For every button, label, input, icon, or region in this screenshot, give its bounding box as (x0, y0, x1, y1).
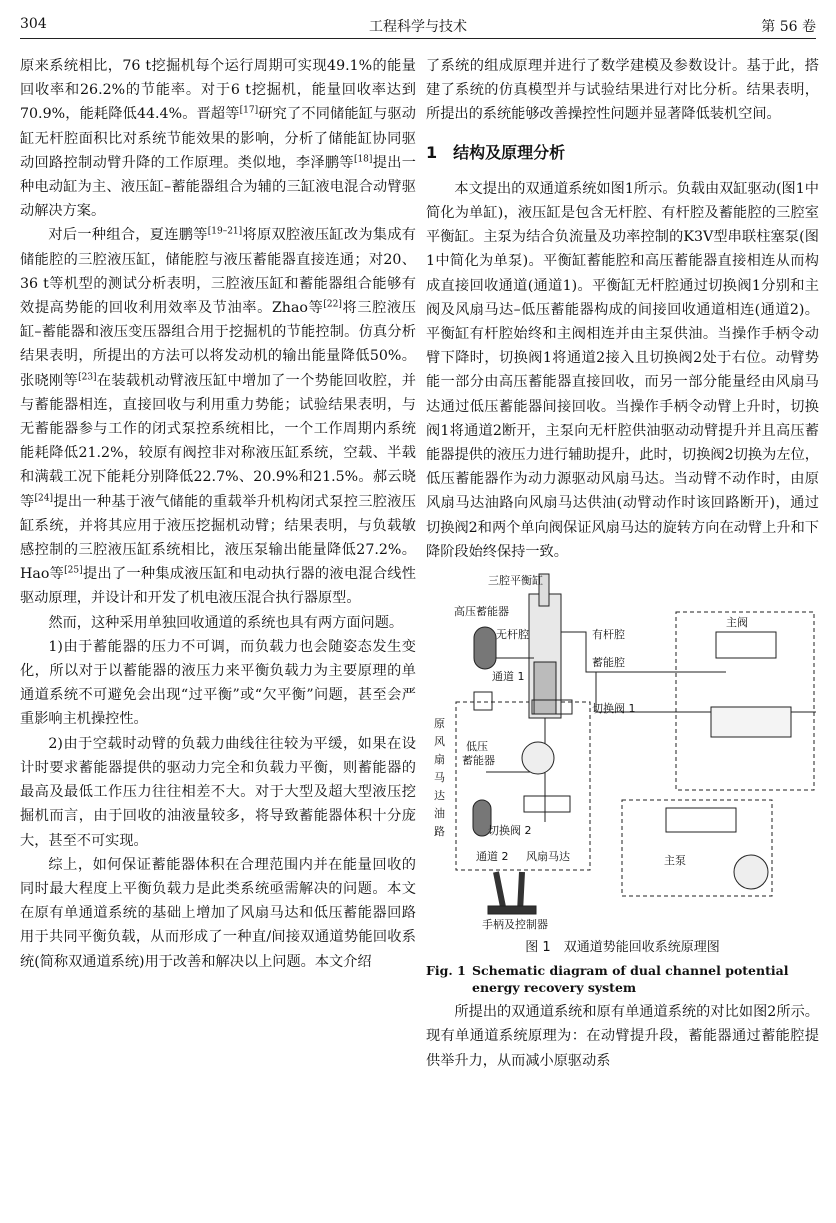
volume-label: 第 56 卷 (761, 19, 816, 35)
label-rodless: 无杆腔 (496, 628, 529, 642)
svg-text:马: 马 (434, 771, 445, 785)
paragraph: 2)由于空载时动臂的负载力曲线往往较为平缓，如果在设计时要求蓄能器提供的驱动力完全和负载力平衡，则蓄能器的最高及最低工作压力往往相差不大。对于大型及超大型液压挖掘机而言，由于回收的油液量较多，将导致蓄能器体积十分庞大，甚至不可实现。 (20, 735, 416, 849)
label-main-valve: 主阀 (726, 616, 748, 630)
label-channel2: 通道 2 (476, 850, 509, 864)
citation: [18] (353, 154, 373, 165)
label-acc-chamber: 蓄能腔 (592, 656, 625, 670)
joystick-base (488, 906, 536, 914)
svg-text:路: 路 (434, 825, 445, 839)
citation: [24] (34, 492, 54, 503)
label-switch1: 切换阀 1 (592, 702, 636, 716)
page-number: 304 (20, 16, 47, 32)
figure-caption-label: Fig. 1 (426, 963, 466, 979)
label-channel1: 通道 1 (492, 670, 525, 684)
page-header (20, 8, 816, 39)
accumulator-chamber (534, 662, 556, 714)
paragraph: 原来系统相比，76 t挖掘机每个运行周期可实现49.1%的能量回收率和26.2%的节能率。对于6 t挖掘机，能量回收率达到70.9%，能耗降低44.4%。晋超等[17]研究了不同储能缸与驱动缸无杆腔面积比对系统节能效果的影响，分析了储能缸协同驱动回路控制动臂升降的工作原理。类似地，李泽鹏等[18]提出一种电动缸为主、液压缸–蓄能器组合为辅的三缸液电混合动臂驱动解决方案。 (20, 58, 416, 220)
paragraph: 了系统的组成原理并进行了数学建模及参数设计。基于此，搭建了系统的仿真模型并与试验结果进行对比分析。结果表明，所提出的系统能够改善操控性问题并显著降低装机空间。 (426, 58, 819, 123)
fan-circuit-box (456, 702, 590, 870)
figure-caption-en: Fig. 1 Schematic diagram of dual channel potential energy recovery system (426, 963, 789, 996)
main-valve-box (676, 612, 814, 790)
label-cylinder: 三腔平衡缸 (488, 574, 543, 588)
svg-text:达: 达 (434, 789, 445, 803)
label-rod: 有杆腔 (592, 628, 625, 642)
paragraph: 对后一种组合，夏连鹏等[19–21]将原双腔液压缸改为集成有储能腔的三腔液压缸，储能腔与液压蓄能器直接连通；对20、36 t等机型的测试分析表明，三腔液压缸和蓄能器组合能够有效提高势能的回收利用效率及节油率。Zhao等[22]将三腔液压缸–蓄能器和液压变压器组合用于挖掘机的节能控制。仿真分析结果表明，所提出的方法可以将发动机的输出能量降低50%。张晓刚等[23]在装载机动臂液压缸中增加了一个势能回收腔，并与蓄能器相连，直接回收与利用重力势能；试验结果表明，与无蓄能器参与工作的闭式泵控系统相比，一个工作周期内系统能耗降低21.2%，较原有阀控非对称液压缸系统，空载、半载和满载工况下能耗分别降低22.7%、20.9%和21.5%。郝云晓等[24]提出一种基于液气储能的重载举升机构闭式泵控三腔液压缸系统，并将其应用于液压挖掘机动臂；结果表明，与负载敏感控制的三腔液压缸系统相比，液压泵输出能量降低27.2%。Hao等[25]提出了一种集成液压缸和电动执行器的液电混合线性驱动原理，并设计和开发了机电液压混合执行器原型。 (20, 226, 416, 607)
paragraph: 所提出的双通道系统和原有单通道系统的对比如图2所示。现有单通道系统原理为：在动臂提升段，蓄能器通过蓄能腔提供举升力，从而减小原驱动系 (426, 1004, 819, 1069)
figure-caption-zh: 图 1 双通道势能回收系统原理图 (525, 940, 720, 956)
citation: [22] (323, 299, 342, 310)
paragraph: 本文提出的双通道系统如图1所示。负载由双缸驱动(图1中简化为单缸)，液压缸是包含无杆腔、有杆腔及蓄能腔的三腔室平衡缸。主泵为结合负流量及功率控制的K3V型串联柱塞泵(图1中简化为单泵)。平衡缸蓄能腔和高压蓄能器直接相连从而构成直接回收通道(通道1)。平衡缸无杆腔通过切换阀1分别和主阀及风扇马达–低压蓄能器构成的间接回收通道相连(通道2)。平衡缸有杆腔始终和主阀相连并由主泵供油。当操作手柄令动臂下降时，切换阀1将通道2接入且切换阀2处于右位。动臂势能一部分由高压蓄能器直接回收，而另一部分能量经由风扇马达通过低压蓄能器间接回收。当操作手柄令动臂上升时，切换阀1将通道2断开，主泵向无杆腔供油驱动动臂提升并且高压蓄能器提供的液压力进行辅助提升，此时，切换阀2切换为左位，低压蓄能器作为动力源驱动风扇马达。当动臂不动作时，由原风扇马达油路向风扇马达供油(动臂动作时该回路断开)，通过切换阀2和两个单向阀保证风扇马达的旋转方向在动臂上升和下降阶段始终保持一致。 (426, 180, 819, 560)
right-column (426, 54, 819, 1073)
journal-name: 工程科学与技术 (369, 19, 467, 35)
svg-text:原: 原 (434, 717, 445, 731)
figure-1 (426, 572, 819, 932)
label-fan-motor: 风扇马达 (526, 850, 570, 864)
label-lp-acc-2: 蓄能器 (462, 754, 495, 768)
label-joystick: 手柄及控制器 (482, 918, 548, 932)
label-switch2: 切换阀 2 (488, 824, 532, 838)
paragraph: 然而，这种采用单独回收通道的系统也具有两方面问题。 (48, 614, 404, 631)
switch-valve-2 (524, 796, 570, 812)
citation: [19–21] (207, 226, 243, 237)
label-lp-acc-1: 低压 (466, 740, 488, 754)
main-pump-symbol (734, 855, 768, 889)
schematic-diagram (426, 572, 819, 932)
main-valve-block (716, 632, 776, 658)
svg-text:油: 油 (434, 807, 445, 821)
svg-text:扇: 扇 (434, 753, 445, 767)
fan-motor-symbol (522, 742, 554, 774)
svg-text:风: 风 (434, 735, 445, 749)
check-valve (474, 692, 492, 710)
citation: [25] (64, 565, 83, 576)
citation: [17] (239, 105, 259, 116)
hp-accumulator (474, 627, 496, 669)
left-column (20, 54, 416, 974)
label-hp-accumulator: 高压蓄能器 (454, 605, 509, 619)
section-title: 1 结构及原理分析 (426, 142, 566, 162)
label-main-pump: 主泵 (664, 854, 686, 868)
paragraph: 综上，如何保证蓄能器体积在合理范围内并在能量回收的同时最大程度上平衡负载力是此类系统亟需解决的问题。本文在原有单通道系统的基础上增加了风扇马达和低压蓄能器回路用于共同平衡负载，从而形成了一种直/间接双通道势能回收系统(简称双通道系统)用于改善和解决以上问题。本文介绍 (20, 856, 416, 970)
pump-control-block (666, 808, 736, 832)
main-valve-spool (711, 707, 791, 737)
label-orig-fan (434, 717, 445, 838)
citation: [23] (78, 371, 97, 382)
paragraph: 1)由于蓄能器的压力不可调，而负载力也会随姿态发生变化，所以对于以蓄能器的液压力来平衡负载力为主要原理的单通道系统不可避免会出现“过平衡”或“欠平衡”问题，甚至会严重影响主机操控性。 (20, 638, 416, 728)
